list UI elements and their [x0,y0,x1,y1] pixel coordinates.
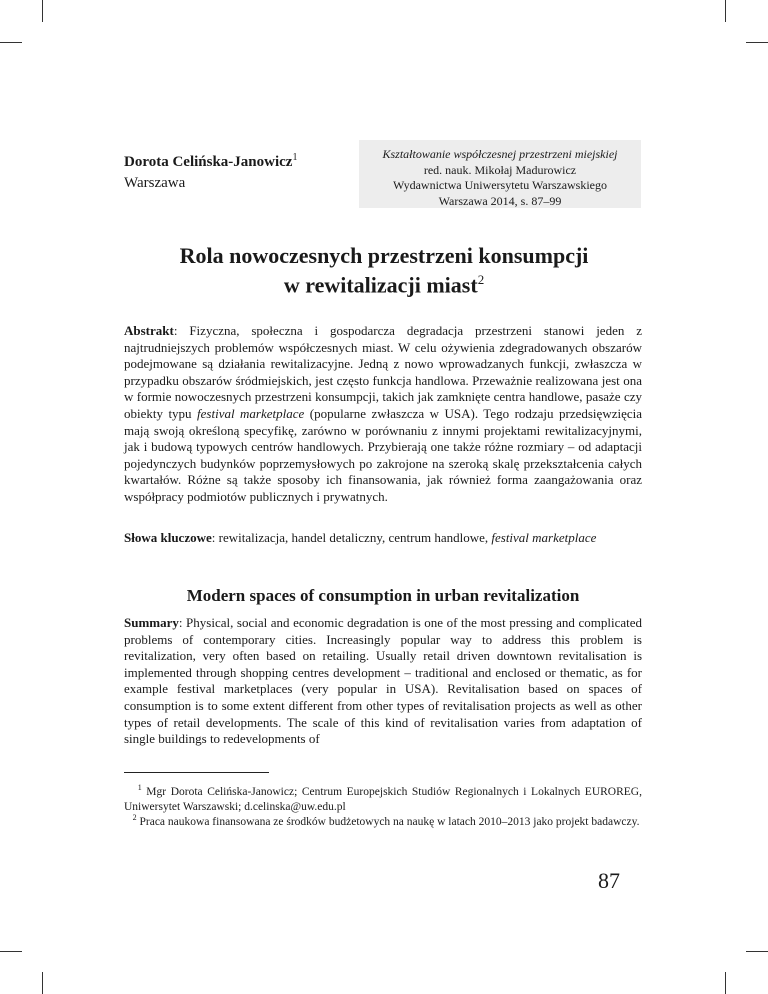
abstract-emphasis: festival marketplace [197,405,305,421]
abstract-text-after: (popularne zwłaszcza w USA). Tego rodzaju przedsięwzięcia mają swoją określoną specyfikę, zarówno w porównaniu z innymi projektami rewitalizacyjnymi, jak i budową typowych centrów handlowych. Przybierają one także różne rozmiary – od adaptacji pojedynczych budynków poprzemysłowych po zakrojone na szeroką skalę przekształcenia całych kwartałów. Różne są także sposoby ich finansowania, jak również forma zaangażowania oraz współpracy podmiotów publicznych i prywatnych. [124,405,643,504]
author-city: Warszawa [124,175,186,191]
summary-text: : Physical, social and economic degradation is one of the most pressing and complicated problems of contemporary cities. Increasingly popular way to address this problem is revitalization, very often based on retailing. Usually retail driven downtown revitalisation is implemented through shopping centres development – traditional and enclosed or thematic, as for example festival marketplaces (very popular in USA). Revitalisation based on spaces of consumption is to some extent different from other types of revitalisation projects as well as other types of retail developments. The scale of this kind of revitalisation varies from adaptation of single buildings to redevelopments of [124,615,642,747]
footnote-1-text: Mgr Dorota Celińska-Janowicz; Centrum Europejskich Studiów Regionalnych i Lokalnych EUROREG, Uniwersytet Warszawski; d.celinska@uw.edu.pl [124,785,642,813]
crop-mark-bottom-right-h [746,951,768,952]
footnote-2-mark: 2 [132,813,137,822]
abstract-paragraph [124,323,642,506]
author-name-line [124,147,297,173]
crop-mark-top-right-h [746,42,768,43]
crop-mark-bottom-right [725,972,726,994]
crop-mark-top-left [42,0,43,22]
keywords-text: : rewitalizacja, handel detaliczny, centrum handlowe, [211,530,492,545]
english-title: Modern spaces of consumption in urban revitalization [186,586,580,605]
crop-mark-top-left-h [0,42,22,43]
source-book-title: Kształtowanie współczesnej przestrzeni miejskiej [382,147,618,161]
article-title-line1: Rola nowoczesnych przestrzeni konsumpcji [179,243,589,268]
source-editor: red. nauk. Mikołaj Madurowicz [423,162,577,177]
source-box [359,140,641,208]
footnote-2 [124,810,642,830]
footnote-1-mark: 1 [137,783,142,792]
footnote-rule [124,772,269,773]
author-footnote-mark: 1 [292,152,298,163]
article-title [110,244,658,297]
source-place-year-pages: Warszawa 2014, s. 87–99 [438,193,562,208]
title-footnote-mark: 2 [477,272,485,287]
page-number: 87 [598,868,620,893]
source-publisher: Wydawnictwa Uniwersytetu Warszawskiego [392,178,608,192]
summary-paragraph [124,615,642,748]
abstract-text-before: : Fizyczna, społeczna i gospodarcza degradacja przestrzeni stanowi jeden z najtrudniejszych problemów współczesnych miast. W celu ożywienia zdegradowanych obszarów podejmowane są działania rewitalizacyjne. Jedną z nowo wprowadzanych funkcji, zwłaszcza w przypadku obszarów śródmiejskich, jest często funkcja handlowa. Przeważnie realizowana jest ona w formie nowoczesnych przestrzeni konsumpcji, takich jak zamknięte centra handlowe, pasaże czy obiekty typu [124,323,642,421]
footnote-2-text: Praca naukowa finansowana ze środków budżetowych na naukę w latach 2010–2013 jako projekt badawczy. [136,815,640,828]
abstract-label: Abstrakt [124,323,174,338]
author-block [124,147,297,194]
keywords-emphasis: festival marketplace [491,530,597,545]
summary-label: Summary [124,615,179,630]
crop-mark-bottom-left-h [0,951,22,952]
keywords-paragraph [124,530,642,547]
article-title-line2: w rewitalizacji miast [283,272,478,298]
author-name: Dorota Celińska-Janowicz [124,154,293,170]
crop-mark-bottom-left [42,972,43,994]
article-title-line2-wrap [110,268,658,297]
crop-mark-top-right [725,0,726,22]
keywords-label: Słowa kluczowe [124,530,212,545]
